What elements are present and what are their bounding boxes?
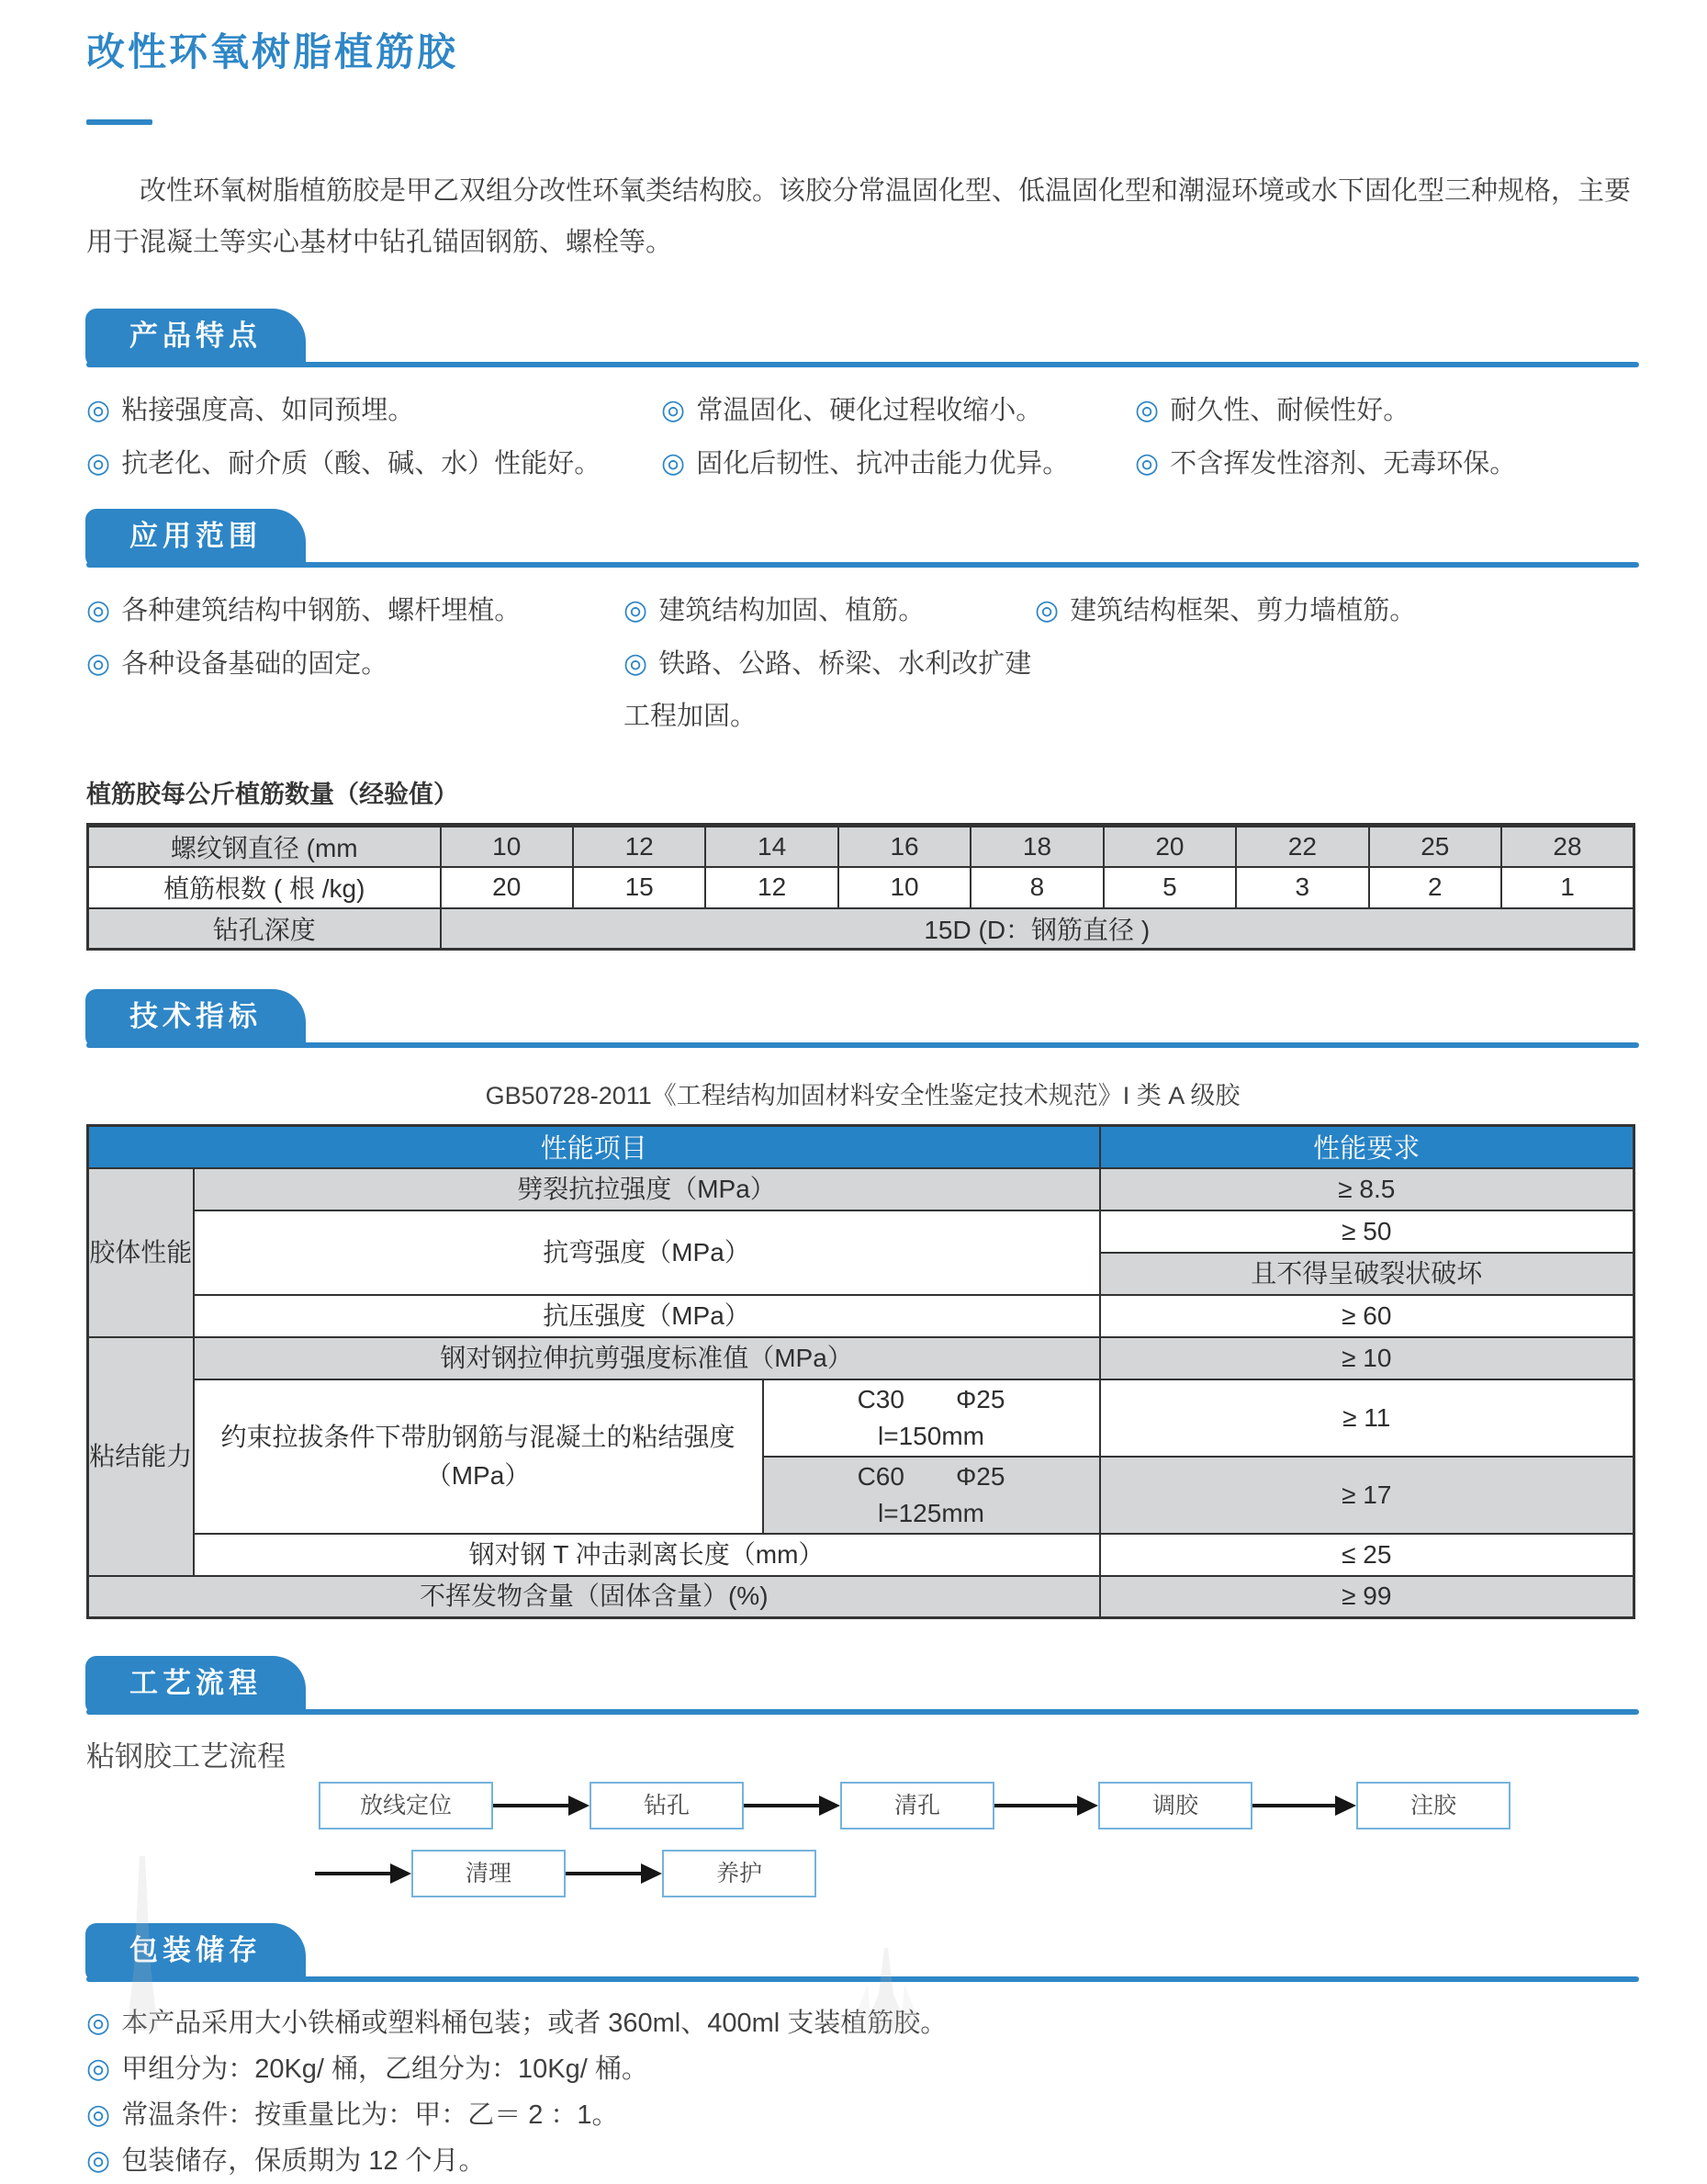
group-label-bond-capacity: 粘结能力 (88, 1337, 194, 1576)
arrow-right-icon (493, 1804, 569, 1807)
list-item (661, 384, 1135, 437)
section-header-specs (86, 987, 1639, 1048)
section-header-features (86, 307, 1639, 367)
feature-text: 不含挥发性溶剂、无毒环保。 (1170, 449, 1517, 478)
page-title: 改性环氧树脂植筋胶 (86, 30, 459, 73)
cell: 28 (1501, 826, 1634, 867)
list-item (623, 637, 1035, 743)
cell: 5 (1104, 867, 1236, 908)
list-item (1135, 384, 1639, 437)
page-content (86, 0, 1639, 2184)
application-text: 各种建筑结构中钢筋、螺杆埋植。 (121, 596, 522, 625)
bullseye-bullet-icon: ◎ (1135, 395, 1160, 425)
flow-step: 清理 (411, 1850, 566, 1897)
section-badge-applications: 应用范围 (85, 509, 306, 568)
col-header-requirement: 性能要求 (1100, 1126, 1634, 1168)
packaging-text: 包装储存，保质期为 12 个月。 (121, 2146, 486, 2176)
process-subtitle: 粘钢胶工艺流程 (86, 1740, 286, 1773)
section-header-process (86, 1654, 1639, 1715)
bullseye-bullet-icon: ◎ (86, 448, 111, 478)
cell: 14 (705, 826, 837, 867)
bullseye-bullet-icon: ◎ (661, 448, 686, 478)
property-label: 钢对钢 T 冲击剥离长度（mm） (194, 1534, 1100, 1576)
arrow-right-icon (1252, 1804, 1336, 1807)
flow-step: 养护 (662, 1850, 816, 1897)
flow-step: 放线定位 (319, 1782, 493, 1829)
section-rule (86, 562, 1639, 568)
features-list (86, 384, 1639, 490)
bullseye-bullet-icon: ◎ (86, 595, 111, 625)
cell: 12 (573, 826, 705, 867)
bullseye-bullet-icon: ◎ (86, 648, 111, 679)
cell: 20 (1104, 826, 1236, 867)
table-row (88, 1337, 1634, 1379)
section-badge-specs: 技术指标 (85, 989, 306, 1048)
col-header-item: 性能项目 (88, 1126, 1100, 1168)
cell: 16 (838, 826, 971, 867)
requirement-note: 且不得呈破裂状破坏 (1100, 1253, 1634, 1295)
rebar-count-table (86, 823, 1635, 951)
bullseye-bullet-icon: ◎ (86, 2008, 111, 2038)
section-header-applications (86, 507, 1639, 568)
title-underline (86, 119, 152, 125)
property-label: 抗弯强度（MPa） (194, 1210, 1100, 1295)
feature-text: 抗老化、耐介质（酸、碱、水）性能好。 (121, 449, 601, 478)
row-label: 螺纹钢直径 (mm (88, 826, 441, 867)
flow-step: 调胶 (1098, 1782, 1252, 1829)
table-row (88, 1534, 1634, 1576)
bullseye-bullet-icon: ◎ (86, 395, 111, 425)
rebar-table-caption: 植筋胶每公斤植筋数量（经验值） (86, 781, 458, 808)
table-row (88, 867, 1634, 908)
section-rule (86, 362, 1639, 367)
feature-text: 常温固化、硬化过程收缩小。 (696, 396, 1043, 425)
row-label: 钻孔深度 (88, 908, 441, 950)
condition-line: l=125mm (878, 1498, 984, 1527)
requirement-value: ≥ 8.5 (1100, 1168, 1634, 1210)
process-flow-row-1 (319, 1782, 1639, 1829)
list-item (661, 437, 1135, 490)
bullseye-bullet-icon: ◎ (661, 395, 686, 425)
bullseye-bullet-icon: ◎ (623, 595, 648, 625)
process-flow-row-2 (315, 1850, 1639, 1897)
requirement-value: ≤ 25 (1100, 1534, 1634, 1576)
bullseye-bullet-icon: ◎ (1135, 448, 1160, 478)
application-text: 铁路、公路、桥梁、水利改扩建工程加固。 (623, 649, 1032, 731)
list-item (1135, 437, 1639, 490)
property-label: 约束拉拔条件下带肋钢筋与混凝土的粘结强度（MPa） (194, 1379, 763, 1534)
packaging-text: 甲组分为：20Kg/ 桶，乙组分为：10Kg/ 桶。 (121, 2055, 648, 2084)
cell: 15 (573, 867, 705, 908)
condition-line: C30 Φ25 (857, 1384, 1005, 1413)
cell: 12 (705, 867, 837, 908)
list-item (86, 2000, 1639, 2046)
property-label: 钢对钢拉伸抗剪强度标准值（MPa） (194, 1337, 1100, 1379)
bullseye-bullet-icon: ◎ (623, 648, 648, 679)
arrow-right-icon (315, 1872, 391, 1875)
section-rule (86, 1709, 1639, 1715)
table-header-row (88, 1126, 1634, 1168)
list-item (86, 384, 661, 437)
application-text: 各种设备基础的固定。 (121, 649, 388, 679)
cell: 1 (1501, 867, 1634, 908)
applications-row-2 (86, 637, 1639, 743)
list-item (86, 437, 661, 490)
property-label: 劈裂抗拉强度（MPa） (194, 1168, 1100, 1210)
table-row (88, 1210, 1634, 1253)
table-row (88, 1379, 1634, 1457)
list-item (86, 2138, 1639, 2184)
list-item (623, 584, 1035, 637)
cell: 18 (971, 826, 1103, 867)
standard-note: GB50728-2011《工程结构加固材料安全性鉴定技术规范》I 类 A 级胶 (485, 1082, 1241, 1109)
arrow-right-icon (566, 1872, 642, 1875)
features-row-1 (86, 384, 1639, 437)
packaging-text: 本产品采用大小铁桶或塑料桶包装；或者 360ml、400ml 支装植筋胶。 (121, 2009, 948, 2038)
list-item (86, 2046, 1639, 2092)
section-header-packaging (86, 1921, 1639, 1982)
section-rule (86, 1976, 1639, 1982)
flow-step: 清孔 (840, 1782, 994, 1829)
requirement-value: ≥ 10 (1100, 1337, 1634, 1379)
cell: 8 (971, 867, 1103, 908)
condition-line: C60 Φ25 (857, 1461, 1005, 1491)
table-row (88, 908, 1634, 950)
bullseye-bullet-icon: ◎ (1035, 595, 1060, 625)
list-item (86, 637, 623, 743)
section-badge-packaging: 包装储存 (85, 1923, 306, 1982)
condition-line: l=150mm (878, 1421, 984, 1450)
feature-text: 耐久性、耐候性好。 (1170, 396, 1410, 425)
cell: 2 (1369, 867, 1501, 908)
list-item (86, 584, 623, 637)
features-row-2 (86, 437, 1639, 490)
applications-list (86, 584, 1639, 743)
intro-paragraph: 改性环氧树脂植筋胶是甲乙双组分改性环氧类结构胶。该胶分常温固化型、低温固化型和潮湿环境或水下固化型三种规格，主要用于混凝土等实心基材中钻孔锚固钢筋、螺栓等。 (86, 176, 1632, 257)
cell: 22 (1236, 826, 1368, 867)
feature-text: 固化后韧性、抗冲击能力优异。 (696, 449, 1070, 478)
requirement-value: ≥ 11 (1100, 1379, 1634, 1457)
list-item (86, 2092, 1639, 2138)
requirement-value: ≥ 60 (1100, 1295, 1634, 1337)
application-text: 建筑结构加固、植筋。 (658, 596, 926, 625)
cell: 3 (1236, 867, 1368, 908)
bullseye-bullet-icon: ◎ (86, 2145, 111, 2176)
table-row (88, 1576, 1634, 1618)
requirement-value: ≥ 17 (1100, 1457, 1634, 1534)
table-row (88, 1295, 1634, 1337)
packaging-text: 常温条件：按重量比为：甲：乙＝ 2 ：1。 (121, 2100, 619, 2130)
table-row (88, 826, 1634, 867)
cell: 10 (441, 826, 573, 867)
application-text: 建筑结构框架、剪力墙植筋。 (1070, 596, 1417, 625)
cell: 10 (838, 867, 971, 908)
flow-step: 钻孔 (590, 1782, 744, 1829)
property-label: 不挥发物含量（固体含量）(%) (88, 1576, 1100, 1618)
feature-text: 粘接强度高、如同预埋。 (121, 396, 415, 425)
flow-step: 注胶 (1356, 1782, 1510, 1829)
condition-cell (763, 1379, 1100, 1457)
spec-table (86, 1124, 1635, 1619)
row-label: 植筋根数 ( 根 /kg) (88, 867, 441, 908)
bullseye-bullet-icon: ◎ (86, 2054, 111, 2084)
arrow-right-icon (744, 1804, 820, 1807)
requirement-value: ≥ 99 (1100, 1576, 1634, 1618)
table-row (88, 1168, 1634, 1210)
packaging-list (86, 2000, 1639, 2184)
bullseye-bullet-icon: ◎ (86, 2100, 111, 2130)
cell-span: 15D (D：钢筋直径 ) (441, 908, 1634, 950)
section-badge-process: 工艺流程 (85, 1656, 306, 1715)
cell: 25 (1369, 826, 1501, 867)
applications-row-1 (86, 584, 1639, 637)
requirement-value: ≥ 50 (1100, 1210, 1634, 1253)
section-badge-features: 产品特点 (85, 309, 306, 367)
arrow-right-icon (994, 1804, 1078, 1807)
condition-cell (763, 1457, 1100, 1534)
property-label: 抗压强度（MPa） (194, 1295, 1100, 1337)
cell: 20 (441, 867, 573, 908)
group-label-adhesive-body: 胶体性能 (88, 1168, 194, 1337)
list-item (1035, 584, 1639, 637)
section-rule (86, 1042, 1639, 1048)
